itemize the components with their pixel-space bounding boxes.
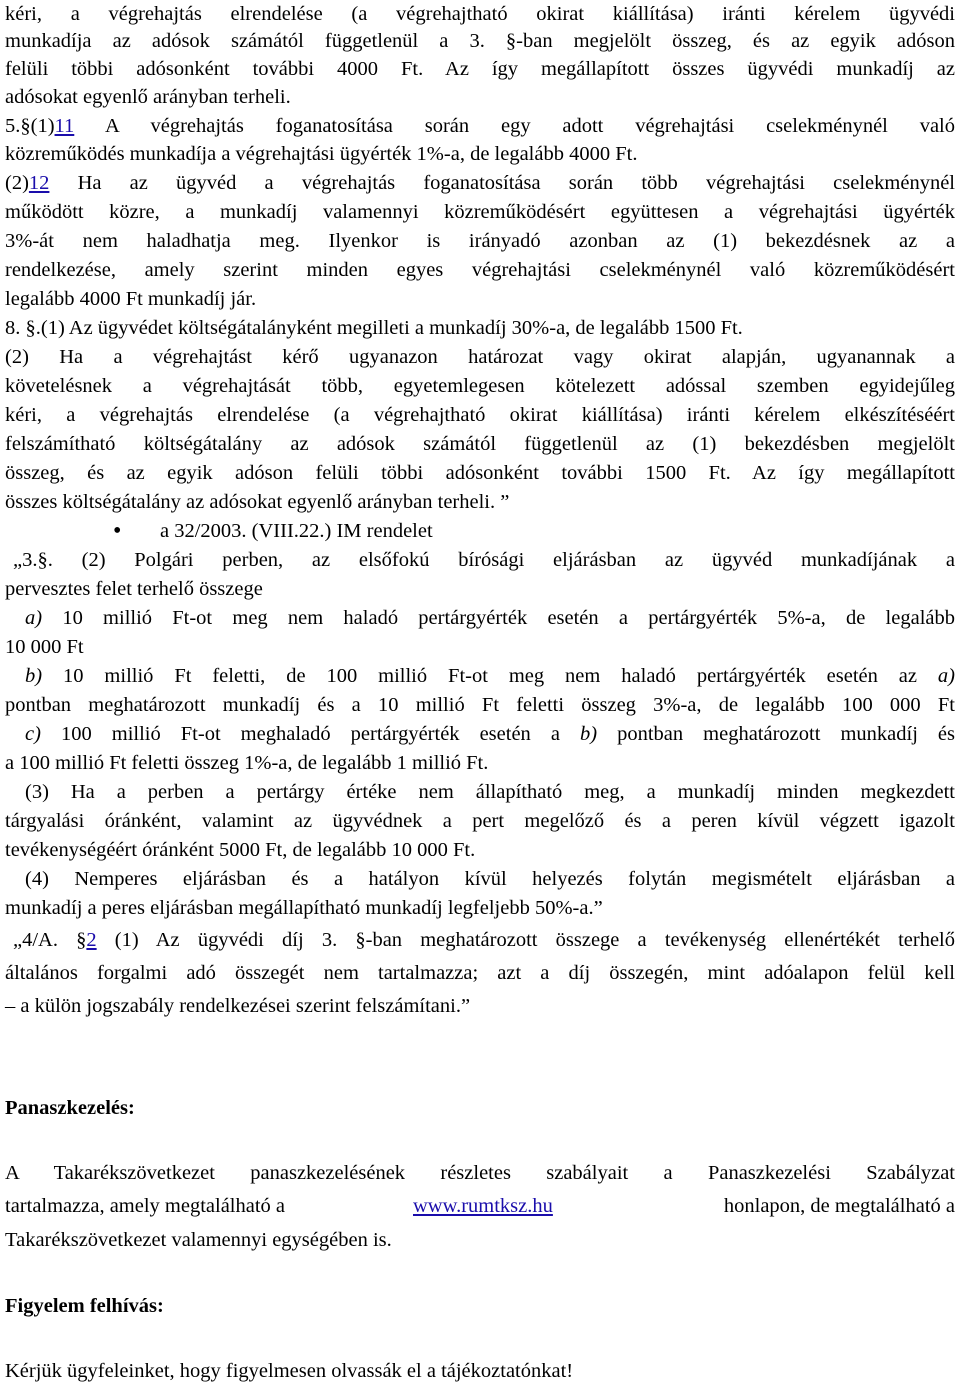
- text-line: felszámítható költségátalány az adósok számától függetlenül az (1) bekezdésben megjelölt: [5, 433, 955, 455]
- section-number: (2): [5, 172, 29, 194]
- text-line: munkadíj a peres eljárásban megállapítható munkadíj legfeljebb 50%-a.”: [5, 897, 603, 919]
- text-line: általános forgalmi adó összegét nem tartalmazza; azt a díj összegén, mint adóalapon felül kell: [5, 962, 955, 984]
- text-line: (3) Ha a perben a pertárgy értéke nem állapítható meg, a munkadíj minden megkezdett: [25, 781, 955, 803]
- text-run: 100 millió Ft-ot meghaladó pertárgyérték esetén a: [40, 723, 580, 745]
- text-line: Takarékszövetkezet valamennyi egységében is.: [5, 1229, 392, 1251]
- bullet-icon: •: [113, 518, 122, 544]
- list-item: a 32/2003. (VIII.22.) IM rendelet: [160, 520, 433, 542]
- paragraph-line: [13, 926, 955, 956]
- website-link[interactable]: www.rumtksz.hu: [413, 1195, 553, 1217]
- section-number: 5.§(1): [5, 115, 55, 137]
- text-line: 8. §.(1) Az ügyvédet költségátalányként megilleti a munkadíj 30%-a, de legalább 1500 Ft.: [5, 317, 743, 339]
- text-line: a 100 millió Ft feletti összeg 1%-a, de legalább 1 millió Ft.: [5, 752, 489, 774]
- text-run: honlapon, de megtalálható a: [723, 1195, 955, 1217]
- footnote-link[interactable]: 2: [86, 929, 97, 951]
- list-marker: b): [25, 665, 43, 687]
- footnote-link[interactable]: 11: [54, 115, 75, 137]
- paragraph-line: [5, 1192, 955, 1222]
- text-line: 10 000 Ft: [5, 636, 84, 658]
- text-run: (1) Az ügyvédi díj 3. §-ban meghatározott összege a tevékenység ellenértékét terhelő: [96, 929, 955, 951]
- text-run: pontban meghatározott munkadíj és: [597, 723, 955, 745]
- paragraph-line: [5, 169, 955, 199]
- text-line: A Takarékszövetkezet panaszkezelésének részletes szabályait a Panaszkezelési Szabályzat: [5, 1162, 955, 1184]
- text-run: 10 millió Ft-ot meg nem haladó pertárgyérték esetén a pertárgyérték 5%-a, de legalább: [42, 607, 955, 629]
- text-line: közreműködés munkadíja a végrehajtási ügyérték 1%-a, de legalább 4000 Ft.: [5, 143, 638, 165]
- text-line: összes költségátalány az adósokat egyenlő arányban terheli. ”: [5, 491, 510, 513]
- text-line: pontban meghatározott munkadíj és a 10 millió Ft feletti összeg 3%-a, de legalább 100 000 Ft: [5, 694, 955, 716]
- text-run: Ha az ügyvéd a végrehajtás foganatosítása során több végrehajtási cselekménynél: [49, 172, 955, 194]
- reference: a): [937, 665, 955, 687]
- reference: b): [579, 723, 598, 745]
- text-line: (4) Nemperes eljárásban és a hatályon kívül helyezés folytán megismételt eljárásban a: [25, 868, 955, 890]
- text-run: 10 millió Ft feletti, de 100 millió Ft-ot meg nem haladó pertárgyérték esetén az: [42, 665, 938, 687]
- text-line: összeg, és az egyik adóson felüli többi adósonként további 1500 Ft. Az így megállapított: [5, 462, 955, 484]
- list-line: [25, 604, 955, 634]
- text-line: – a külön jogszabály rendelkezései szerint felszámítani.”: [5, 995, 471, 1017]
- text-run: tartalmazza, amely megtalálható a: [5, 1195, 286, 1217]
- section-number: „4/A. §: [13, 929, 87, 951]
- text-line: kéri, a végrehajtás elrendelése (a végrehajtható okirat kiállítása) iránti kérelem ügyvédi: [5, 3, 955, 25]
- list-line: [25, 662, 955, 692]
- text-line: működött közre, a munkadíj valamennyi közreműködésért együttesen a végrehajtási ügyérték: [5, 201, 955, 223]
- text-line: 3%-át nem haladhatja meg. Ilyenkor is irányadó azonban az (1) bekezdésnek az a: [5, 230, 955, 252]
- text-line: követelésnek a végrehajtását több, egyetemlegesen kötelezett adóssal szemben egyidejűleg: [5, 375, 955, 397]
- footnote-link[interactable]: 12: [28, 172, 50, 194]
- paragraph-line: [5, 112, 955, 142]
- text-line: felüli többi adósonként további 4000 Ft. Az így megállapított összes ügyvédi munkadíj az: [5, 58, 955, 80]
- list-marker: c): [25, 723, 41, 745]
- list-marker: a): [25, 607, 43, 629]
- text-line: tárgyalási óránként, valamint az ügyvédnek a pert megelőző és a peren kívül végzett igazolt: [5, 810, 955, 832]
- text-line: kéri, a végrehajtás elrendelése (a végrehajtható okirat kiállítása) iránti kérelem elkészítéséért: [5, 404, 955, 426]
- text-run: A végrehajtás foganatosítása során egy adott végrehajtási cselekménynél való: [74, 115, 955, 137]
- notice-text: Kérjük ügyfeleinket, hogy figyelmesen olvassák el a tájékoztatónkat!: [5, 1360, 574, 1382]
- section-heading-complaints: Panaszkezelés:: [5, 1097, 135, 1119]
- text-line: legalább 4000 Ft munkadíj jár.: [5, 288, 257, 310]
- text-line: „3.§. (2) Polgári perben, az elsőfokú bírósági eljárásban az ügyvéd munkadíjának a: [13, 549, 955, 571]
- section-heading-notice: Figyelem felhívás:: [5, 1295, 164, 1317]
- text-line: (2) Ha a végrehajtást kérő ugyanazon határozat vagy okirat alapján, ugyanannak a: [5, 346, 955, 368]
- text-line: munkadíja az adósok számától függetlenül a 3. §-ban megjelölt összeg, és az egyik adóson: [5, 30, 955, 52]
- text-line: tevékenységéért óránként 5000 Ft, de legalább 10 000 Ft.: [5, 839, 476, 861]
- list-line: [25, 720, 955, 750]
- text-line: adósokat egyenlő arányban terheli.: [5, 86, 291, 108]
- text-line: pervesztes felet terhelő összege: [5, 578, 263, 600]
- text-line: rendelkezése, amely szerint minden egyes végrehajtási cselekménynél való közreműködésért: [5, 259, 955, 281]
